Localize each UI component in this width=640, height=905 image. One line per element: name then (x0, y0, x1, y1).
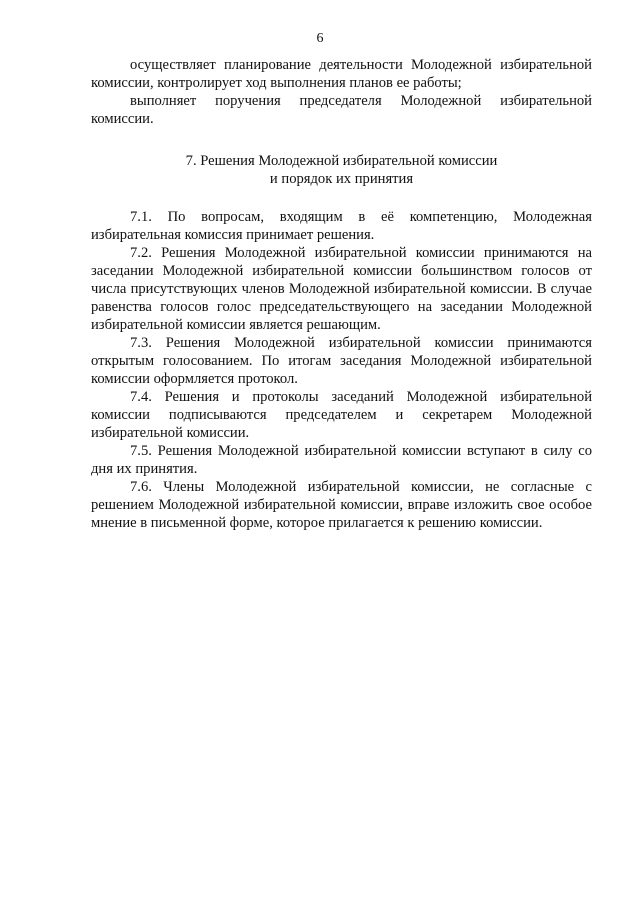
duty-paragraph-instructions: выполняет поручения председателя Молодежной избирательной комиссии. (91, 93, 592, 127)
document-body (91, 56, 592, 532)
page-number: 6 (316, 31, 324, 46)
clause-7-6: 7.6. Члены Молодежной избирательной комиссии, не согласные с решением Молодежной избирательной комиссии, вправе изложить свое особое мнение в письменной форме, которое прилагается к решению комиссии. (91, 479, 592, 531)
clause-7-3: 7.3. Решения Молодежной избирательной комиссии принимаются открытым голосованием. По итогам заседания Молодежной избирательной комиссии оформляется протокол. (91, 335, 592, 387)
clause-7-4: 7.4. Решения и протоколы заседаний Молодежной избирательной комиссии подписываются председателем и секретарем Молодежной избирательной комиссии. (91, 389, 592, 441)
duty-paragraph-planning: осуществляет планирование деятельности Молодежной избирательной комиссии, контролирует ход выполнения планов ее работы; (91, 57, 592, 91)
section-heading-line-2: и порядок их принятия (269, 171, 414, 187)
clause-7-5: 7.5. Решения Молодежной избирательной комиссии вступают в силу со дня их принятия. (91, 443, 592, 477)
clause-7-2: 7.2. Решения Молодежной избирательной комиссии принимаются на заседании Молодежной избирательной комиссии большинством голосов от числа присутствующих членов Молодежной избирательной комиссии. В случае равенства голосов голос председательствующего на заседании Молодежной избирательной комиссии является решающим. (91, 245, 592, 333)
section-heading-line-1: 7. Решения Молодежной избирательной комиссии (185, 153, 498, 169)
clause-7-1: 7.1. По вопросам, входящим в её компетенцию, Молодежная избирательная комиссия принимает решения. (91, 209, 592, 243)
section-heading (91, 152, 592, 188)
